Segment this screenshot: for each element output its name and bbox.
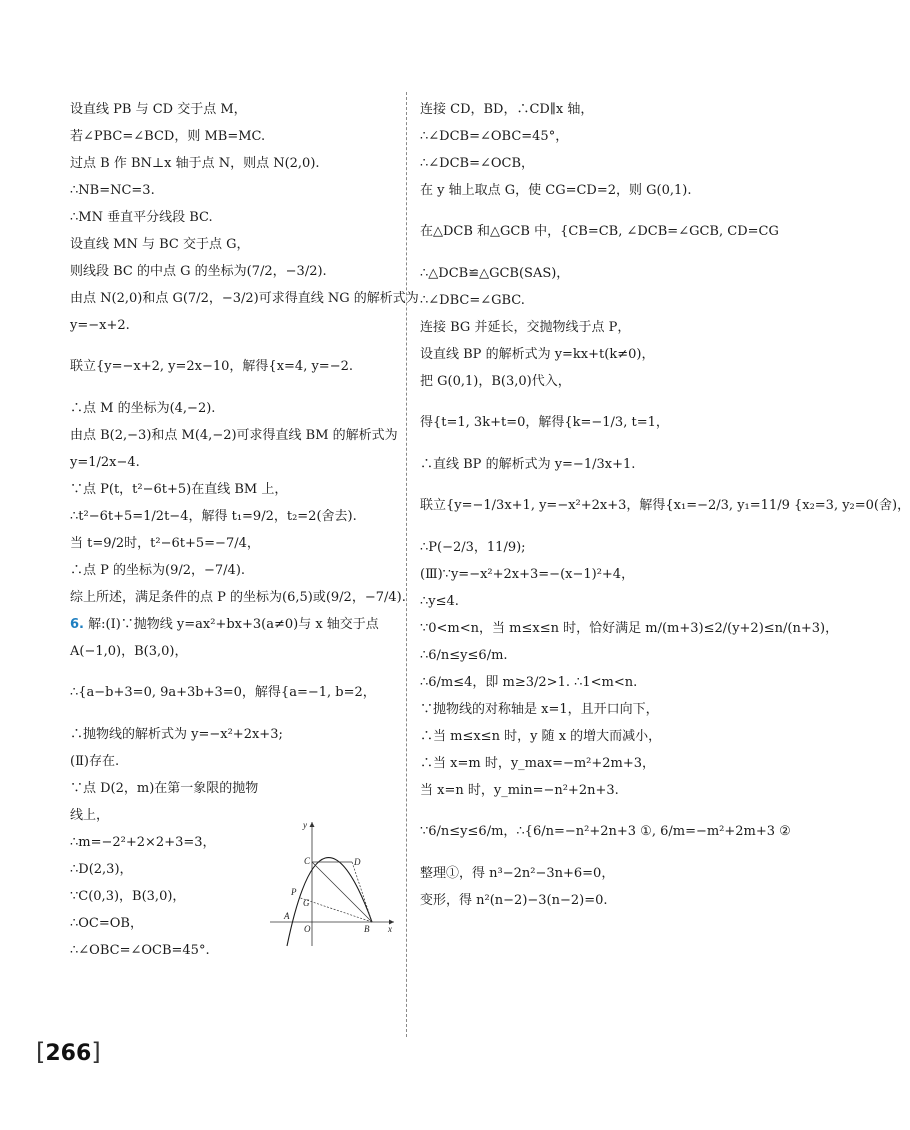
text-line: 设直线 MN 与 BC 交于点 G， (70, 237, 250, 252)
text-line: ∴∠DCB=∠OCB， (420, 156, 535, 171)
label-x: x (388, 924, 392, 934)
text-line: ∴D(2,3)， (70, 862, 133, 877)
text-line: ∴t²−6t+5=1/2t−4，解得 t₁=9/2，t₂=2(舍去). (70, 509, 357, 524)
text-line: ∴P(−2/3，11/9); (420, 540, 526, 555)
text-line: 则线段 BC 的中点 G 的坐标为(7/2，−3/2). (70, 264, 327, 279)
parabola-figure (268, 818, 398, 948)
text-line: A(−1,0)，B(3,0)， (70, 644, 188, 659)
text-line: ∴MN 垂直平分线段 BC. (70, 210, 213, 225)
text-line: (Ⅲ)∵y=−x²+2x+3=−(x−1)²+4， (420, 567, 635, 582)
text-line: ∵C(0,3)，B(3,0)， (70, 889, 186, 904)
text-line: 得{t=1, 3k+t=0，解得{k=−1/3, t=1， (420, 415, 669, 430)
parabola-curve (287, 858, 372, 946)
text-line: ∴当 x=m 时，y_max=−m²+2m+3， (420, 756, 656, 771)
question-number: 6. (70, 617, 84, 632)
y-axis-arrow (310, 822, 315, 827)
text-line: ∴∠OBC=∠OCB=45°. (70, 943, 210, 958)
text-line: y=1/2x−4. (70, 455, 140, 470)
label-y: y (303, 820, 307, 830)
text-line: 连接 BG 并延长，交抛物线于点 P， (420, 320, 631, 335)
column-divider (406, 92, 407, 1037)
text-line: ∵6/n≤y≤6/m，∴{6/n=−n²+2n+3 ①, 6/m=−m²+2m+3 ② (420, 824, 791, 839)
label-p: P (291, 887, 297, 897)
text-line: 设直线 BP 的解析式为 y=kx+t(k≠0)， (420, 347, 655, 362)
text-line: 在△DCB 和△GCB 中，{CB=CB, ∠DCB=∠GCB, CD=CG (420, 224, 779, 239)
label-d: D (354, 857, 361, 867)
text-line: ∴m=−2²+2×2+3=3， (70, 835, 216, 850)
text-line: 联立{y=−x+2, y=2x−10，解得{x=4, y=−2. (70, 359, 353, 374)
label-o: O (304, 924, 311, 934)
text-line: ∵点 D(2，m)在第一象限的抛物 (70, 781, 259, 796)
text-line: 解:(Ⅰ)∵抛物线 y=ax²+bx+3(a≠0)与 x 轴交于点 (88, 617, 379, 632)
text-line: 连接 CD，BD，∴CD∥x 轴， (420, 102, 594, 117)
text-line: 把 G(0,1)，B(3,0)代入， (420, 374, 571, 389)
text-line: ∴{a−b+3=0, 9a+3b+3=0，解得{a=−1, b=2， (70, 685, 376, 700)
text-line: ∴抛物线的解析式为 y=−x²+2x+3; (70, 727, 283, 742)
text-line: ∴OC=OB， (70, 916, 143, 931)
text-line: ∵点 P(t，t²−6t+5)在直线 BM 上， (70, 482, 288, 497)
page-number-bracket-left-icon: [ (36, 1038, 46, 1066)
text-line: 若∠PBC=∠BCD，则 MB=MC. (70, 129, 266, 144)
label-g: G (303, 898, 310, 908)
text-line: 当 x=n 时，y_min=−n²+2n+3. (420, 783, 619, 798)
segment-db (352, 862, 372, 922)
text-line: ∴6/m≤4，即 m≥3/2>1. ∴1<m<n. (420, 675, 638, 690)
text-line: ∴点 P 的坐标为(9/2，−7/4). (70, 563, 246, 578)
text-line: 整理①，得 n³−2n²−3n+6=0， (420, 866, 615, 881)
text-line: 线上， (70, 808, 110, 823)
label-a: A (284, 911, 290, 921)
text-line: ∴∠DCB=∠OBC=45°， (420, 129, 569, 144)
text-line: 由点 N(2,0)和点 G(7/2，−3/2)可求得直线 NG 的解析式为 (70, 291, 419, 306)
text-line: ∴NB=NC=3. (70, 183, 155, 198)
text-line: ∴∠DBC=∠GBC. (420, 293, 525, 308)
right-column (420, 96, 910, 914)
label-b: B (364, 924, 370, 934)
text-line: 由点 B(2,−3)和点 M(4,−2)可求得直线 BM 的解析式为 (70, 428, 398, 443)
segment-bp (299, 898, 372, 923)
question-6-header (70, 611, 400, 638)
segment-cb (312, 862, 372, 922)
text-line: (Ⅱ)存在. (70, 754, 120, 769)
text-line: ∵抛物线的对称轴是 x=1，且开口向下， (420, 702, 659, 717)
text-line: 综上所述，满足条件的点 P 的坐标为(6,5)或(9/2，−7/4). (70, 590, 406, 605)
text-line: ∵0<m<n，当 m≤x≤n 时，恰好满足 m/(m+3)≤2/(y+2)≤n/(n+3)， (420, 621, 839, 636)
text-line: 联立{y=−1/3x+1, y=−x²+2x+3，解得{x₁=−2/3, y₁=11/9 {x₂=3, y₂=0(舍)， (420, 498, 910, 513)
label-c: C (304, 856, 311, 866)
text-line: ∴6/n≤y≤6/m. (420, 648, 508, 663)
text-line: ∴△DCB≌△GCB(SAS)， (420, 266, 570, 281)
text-line: ∴y≤4. (420, 594, 459, 609)
text-line: 过点 B 作 BN⊥x 轴于点 N，则点 N(2,0). (70, 156, 320, 171)
page-number (36, 1038, 101, 1066)
page-number-value: 266 (45, 1041, 92, 1066)
page-number-bracket-right-icon: ] (91, 1038, 101, 1066)
text-line: ∴直线 BP 的解析式为 y=−1/3x+1. (420, 457, 636, 472)
text-line: 设直线 PB 与 CD 交于点 M， (70, 102, 247, 117)
text-line: ∴当 m≤x≤n 时，y 随 x 的增大而减小， (420, 729, 662, 744)
text-line: 当 t=9/2时，t²−6t+5=−7/4， (70, 536, 260, 551)
text-line: ∴点 M 的坐标为(4,−2). (70, 401, 216, 416)
text-line: 在 y 轴上取点 G，使 CG=CD=2，则 G(0,1). (420, 183, 692, 198)
text-line: y=−x+2. (70, 318, 130, 333)
text-line: 变形，得 n²(n−2)−3(n−2)=0. (420, 893, 608, 908)
